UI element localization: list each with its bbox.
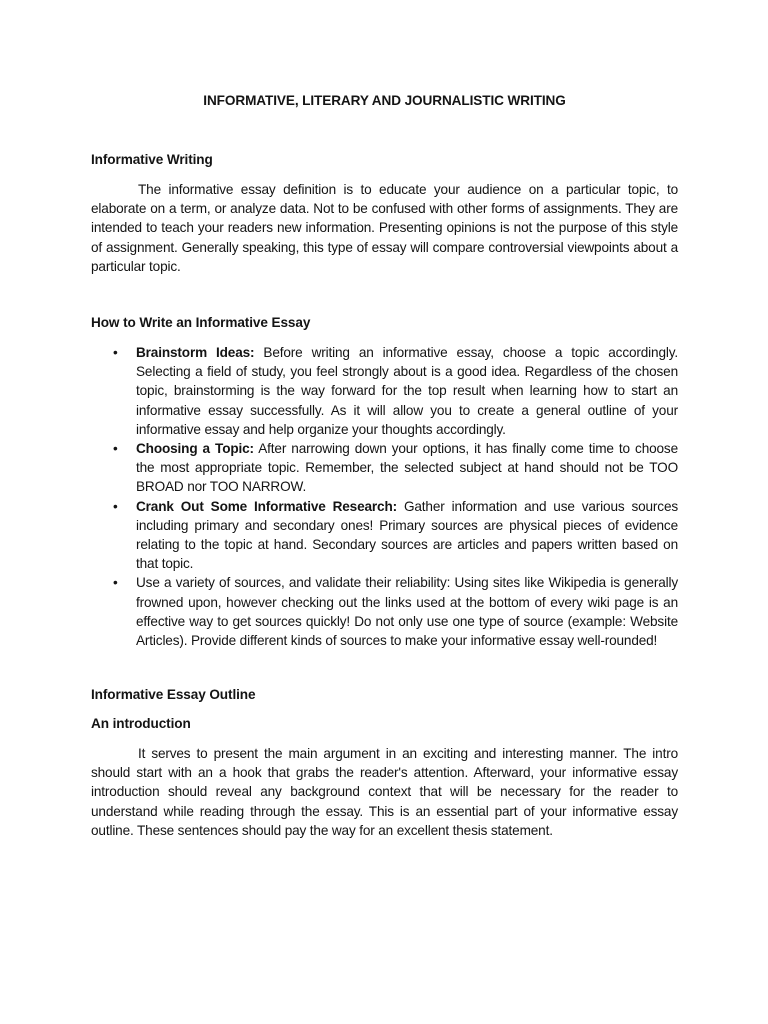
bullet-label: Brainstorm Ideas: [136, 345, 255, 360]
bullet-item-research [91, 497, 678, 574]
bullet-item-choosing-topic [91, 439, 678, 497]
bullet-label: Choosing a Topic: [136, 441, 254, 457]
paragraph-introduction: It serves to present the main argument in an exciting and interesting manner. The intro should start with an a hook that grabs the reader's attention. Afterward, your informative essay introduction should reveal any background context that will be necessary for the reader to understand while reading through the essay. This is an essential part of your informative essay outline. These sentences should pay the way for an excellent thesis statement. [91, 746, 678, 838]
bullet-icon: • [113, 345, 118, 360]
bullet-item-sources [91, 573, 678, 650]
bullet-list [91, 343, 678, 650]
section-heading-outline: Informative Essay Outline [91, 687, 256, 702]
section-heading-how-to-write: How to Write an Informative Essay [91, 315, 311, 330]
bullet-text: After narrowing down your options, it has finally come time to choose the most appropriate topic. Remember, the selected subject at hand should not be TOO BROAD nor TOO NARROW. [136, 441, 678, 495]
bullet-text: Use a variety of sources, and validate their reliability: Using sites like Wikipedia is generally frowned upon, however checking out the links used at the bottom of every wiki page is an effective way to get sources quickly! Do not only use one type of source (example: Website Articles). Provide different kinds of sources to make your informative essay well-rounded! [136, 575, 678, 649]
bullet-icon: • [113, 441, 118, 457]
paragraph-informative-writing: The informative essay definition is to educate your audience on a particular topic, to elaborate on a term, or analyze data. Not to be confused with other forms of assignments. They are intended to teach your readers new information. Presenting opinions is not the purpose of this style of assignment. Generally speaking, this type of essay will compare controversial viewpoints about a particular topic. [91, 182, 678, 274]
bullet-item-brainstorm [91, 343, 678, 439]
section-heading-informative-writing: Informative Writing [91, 152, 213, 167]
document-title: INFORMATIVE, LITERARY AND JOURNALISTIC WRITING [203, 93, 566, 108]
bullet-icon: • [113, 575, 118, 591]
bullet-text: Before writing an informative essay, choose a topic accordingly. Selecting a field of study, you feel strongly about is a good idea. Regardless of the chosen topic, brainstorming is the way forward for the top result when learning how to start an informative essay successfully. As it will allow you to create a general outline of your informative essay and help organize your thoughts accordingly. [136, 345, 678, 437]
subheading-introduction: An introduction [91, 716, 191, 731]
bullet-label: Crank Out Some Informative Research: [136, 498, 397, 514]
bullet-icon: • [113, 498, 118, 514]
bullet-text: Gather information and use various sources including primary and secondary ones! Primary sources are physical pieces of evidence relating to the topic at hand. Secondary sources are articles and papers written based on that topic. [136, 498, 679, 572]
